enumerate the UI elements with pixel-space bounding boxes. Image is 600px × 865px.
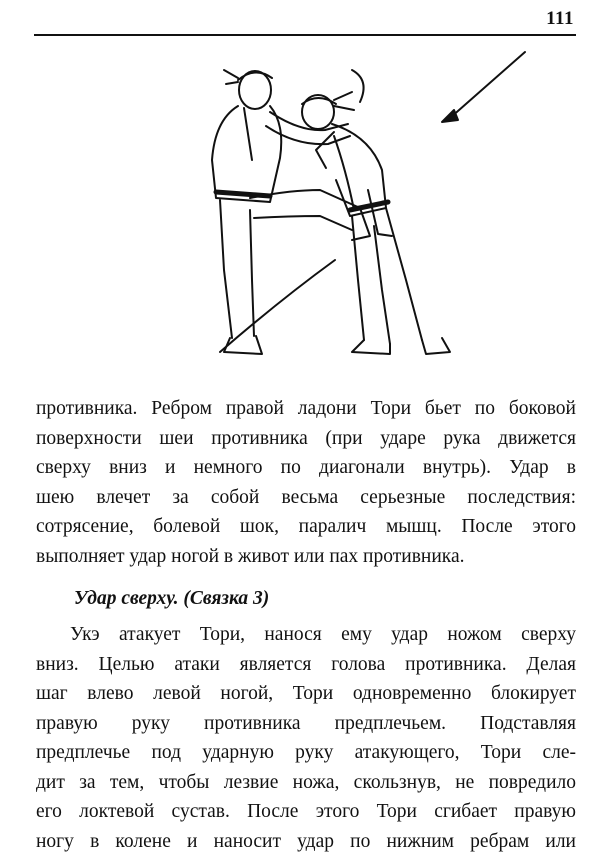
text-line: предплечье под ударную руку атакующего, Тори сле- bbox=[36, 742, 576, 763]
paragraph-1 bbox=[36, 394, 576, 571]
text-line: противника. Ребром правой ладони Тори бьет по боковой bbox=[36, 398, 576, 419]
text-line: вниз. Целью атаки является голова противника. Делая bbox=[36, 653, 576, 675]
text-line: правую руку противника предплечьем. Подставляя bbox=[36, 712, 576, 734]
text-line: Укэ атакует Тори, нанося ему удар ножом сверху bbox=[70, 624, 576, 645]
text-line: шаг влево левой ногой, Тори одновременно блокирует bbox=[36, 683, 576, 704]
paragraph-2 bbox=[36, 620, 576, 856]
text-line: выполняет удар ногой в живот или пах противника. bbox=[36, 545, 465, 567]
text-line: сверху вниз и немного по диагонали внутрь). Удар в bbox=[36, 457, 576, 478]
text-line: дит за тем, чтобы лезвие ножа, скользнув, не повредило bbox=[36, 771, 576, 793]
martial-arts-illustration bbox=[120, 40, 540, 380]
page-number: 111 bbox=[546, 8, 574, 29]
text-line: шею влечет за собой весьма серьезные последствия: bbox=[36, 486, 576, 508]
text-line: поверхности шеи противника (при ударе рука движется bbox=[36, 427, 576, 449]
header-rule bbox=[34, 34, 576, 36]
section-heading: Удар сверху. (Связка 3) bbox=[74, 588, 270, 609]
text-line: ногу в колене и наносит удар по нижним ребрам или bbox=[36, 830, 576, 852]
text-line: его локтевой сустав. После этого Тори сгибает правую bbox=[36, 801, 576, 822]
text-line: сотрясение, болевой шок, паралич мышц. После этого bbox=[36, 516, 576, 537]
